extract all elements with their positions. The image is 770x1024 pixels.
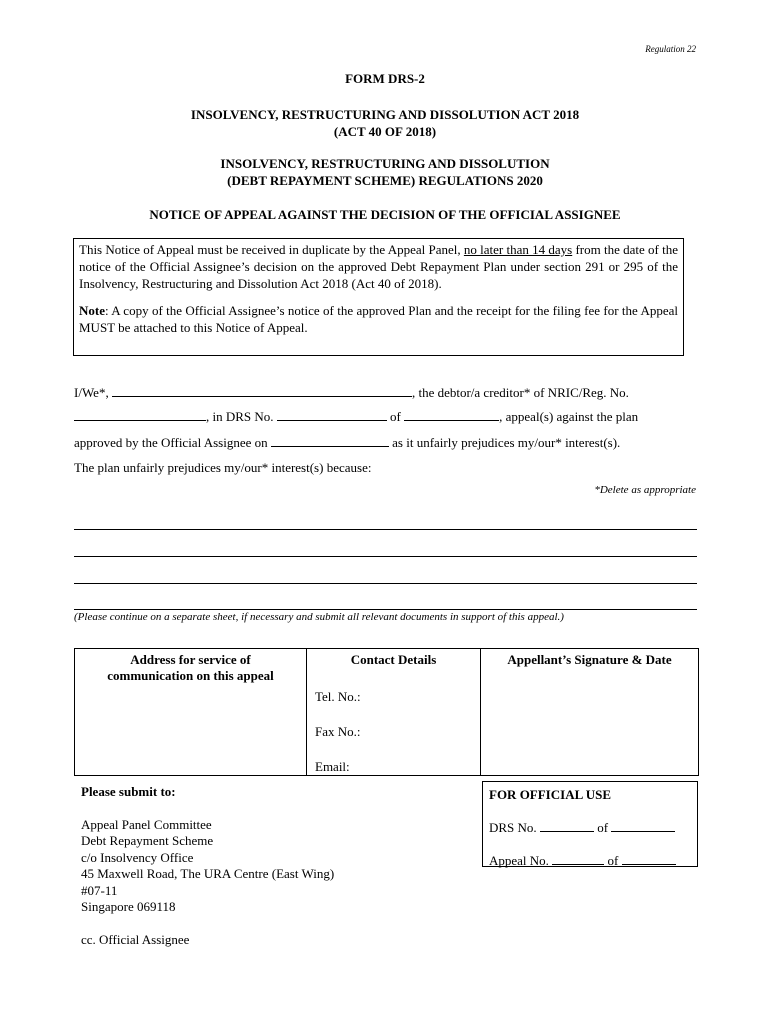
contact-table (74, 648, 699, 776)
contact-header: Contact Details (350, 652, 437, 667)
address-header-cell (75, 649, 307, 776)
submit-address-line: c/o Insolvency Office (81, 849, 194, 865)
official-use-box (482, 781, 698, 867)
signature-header: Appellant’s Signature & Date (507, 652, 672, 667)
act-number: (ACT 40 OF 2018) (333, 124, 437, 139)
official-drs-of-label: of (597, 820, 609, 835)
drs-no-field[interactable] (277, 408, 387, 421)
drs-of-field[interactable] (404, 408, 499, 421)
instructions-text-rest: from the date of the notice of the Official Assignee’s decision on the approved Debt Repayment Plan under section 291 or 295 of the Insolvency, Restructuring and Dissolution Act 2018 (Act 40 of 2018). (79, 242, 679, 291)
cc-line: cc. Official Assignee (81, 931, 190, 947)
contact-header-cell (307, 649, 481, 687)
official-appeal-label: Appeal No. (489, 853, 549, 868)
contact-details-cell (307, 686, 481, 776)
declaration-nric-label: , the debtor/a creditor* of NRIC/Reg. No. (411, 385, 629, 400)
note-label: Note (79, 303, 105, 318)
approval-date-field[interactable] (271, 434, 389, 447)
official-drs-row (489, 819, 691, 836)
appeal-against-label: , appeal(s) against the plan (499, 409, 639, 424)
official-appeal-of-field[interactable] (622, 852, 676, 865)
reason-line-2[interactable] (74, 556, 697, 557)
reasons-label: The plan unfairly prejudices my/our* interest(s) because: (74, 460, 372, 475)
fax-field[interactable]: Fax No.: (315, 724, 361, 739)
declaration-line-2 (74, 408, 696, 425)
address-header: Address for service of communication on this appeal (107, 652, 274, 683)
form-number: FORM DRS-2 (345, 71, 425, 86)
regulations-subtitle: (DEBT REPAYMENT SCHEME) REGULATIONS 2020 (227, 173, 543, 188)
submit-address-line: Appeal Panel Committee (81, 816, 212, 832)
regulations-title: INSOLVENCY, RESTRUCTURING AND DISSOLUTION (220, 156, 550, 171)
declaration-name-label: I/We*, (74, 385, 112, 400)
regulations-title-block (0, 155, 770, 189)
official-drs-field[interactable] (540, 819, 594, 832)
note-paragraph (79, 302, 678, 336)
drs-of-label: of (386, 409, 405, 424)
submit-address-line: 45 Maxwell Road, The URA Centre (East Wing) (81, 866, 335, 881)
official-appeal-field[interactable] (552, 852, 604, 865)
official-use-heading: FOR OFFICIAL USE (489, 787, 612, 802)
submit-address-line: #07-11 (81, 882, 118, 898)
submit-heading: Please submit to: (81, 784, 176, 799)
submit-address-line: Debt Repayment Scheme (81, 833, 214, 848)
continuation-note: (Please continue on a separate sheet, if necessary and submit all relevant documents in support of this appeal.) (74, 611, 564, 623)
act-title-block (0, 106, 770, 140)
deadline-text: no later than 14 days (463, 242, 573, 257)
notice-title: NOTICE OF APPEAL AGAINST THE DECISION OF THE OFFICIAL ASSIGNEE (149, 207, 621, 222)
instructions-paragraph (79, 241, 678, 292)
nric-field[interactable] (74, 408, 206, 421)
signature-header-cell (481, 649, 699, 687)
instructions-box (73, 238, 684, 356)
tel-field[interactable]: Tel. No.: (315, 689, 361, 704)
delete-note: *Delete as appropriate (594, 484, 696, 496)
drs-no-label: , in DRS No. (206, 409, 277, 424)
signature-field[interactable] (481, 686, 699, 776)
official-appeal-of-label: of (607, 853, 619, 868)
submit-address-line: Singapore 069118 (81, 899, 176, 914)
note-text: : A copy of the Official Assignee’s notice of the approved Plan and the receipt for the filing fee for the Appeal MUST be attached to this Notice of Appeal. (79, 303, 678, 335)
reason-line-4[interactable] (74, 609, 697, 610)
email-field[interactable]: Email: (315, 759, 350, 774)
official-appeal-row (489, 852, 691, 869)
reason-line-3[interactable] (74, 583, 697, 584)
official-drs-of-field[interactable] (611, 819, 675, 832)
official-drs-label: DRS No. (489, 820, 537, 835)
reason-line-1[interactable] (74, 529, 697, 530)
prejudice-statement: as it unfairly prejudices my/our* interest(s). (388, 435, 621, 450)
approved-on-label: approved by the Official Assignee on (74, 435, 271, 450)
instructions-text-start: This Notice of Appeal must be received in duplicate by the Appeal Panel, (79, 242, 464, 257)
appellant-name-field[interactable] (112, 384, 412, 397)
regulation-reference: Regulation 22 (645, 44, 696, 54)
declaration-line-3 (74, 434, 696, 451)
declaration-line-1 (74, 384, 696, 401)
act-title: INSOLVENCY, RESTRUCTURING AND DISSOLUTION ACT 2018 (190, 107, 580, 122)
submit-to-block (81, 784, 334, 948)
